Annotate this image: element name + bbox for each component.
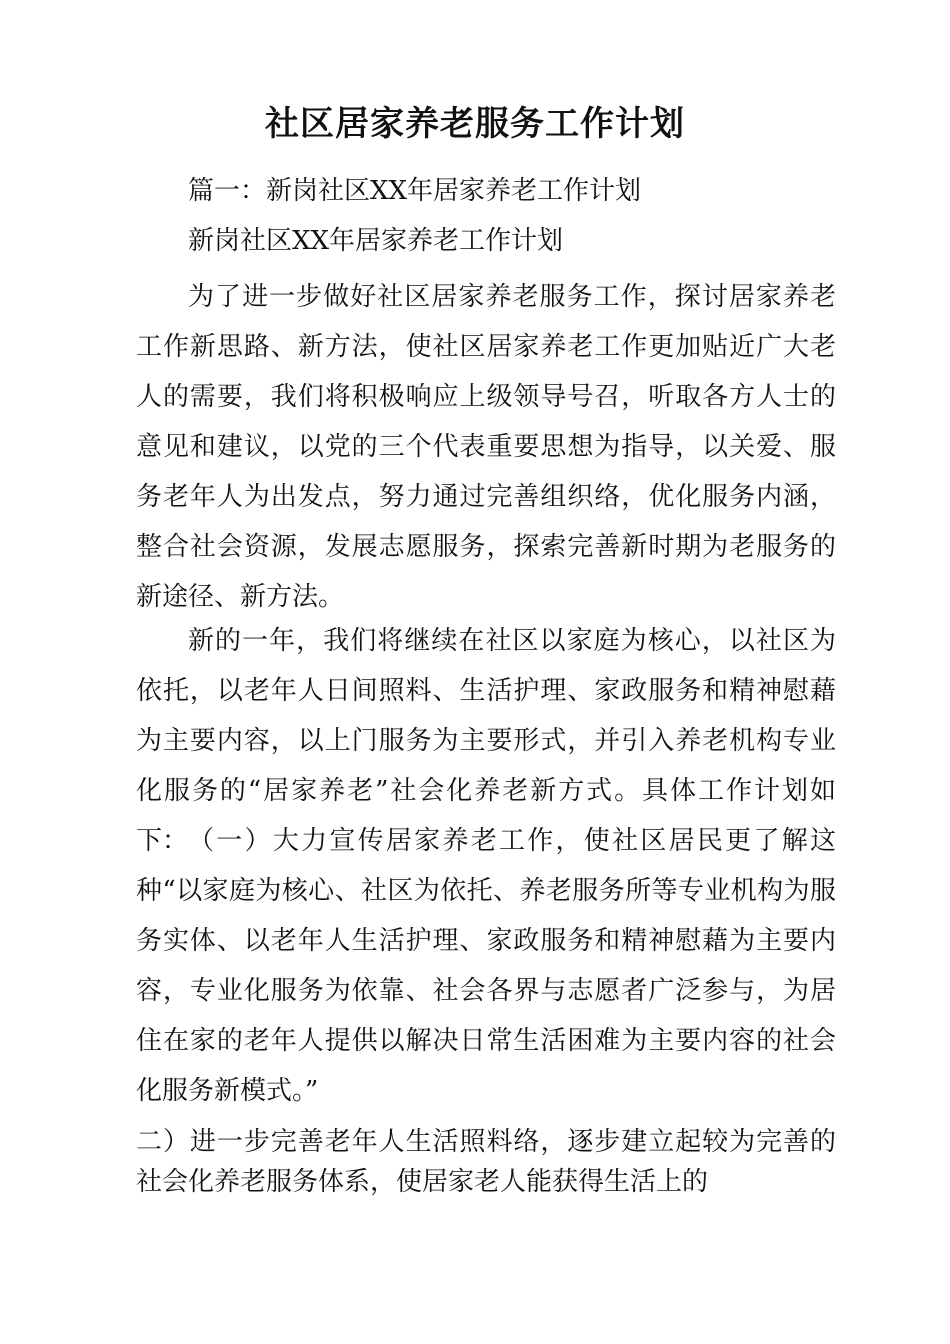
section-heading: 篇一：新岗社区XX年居家养老工作计划	[188, 176, 642, 206]
paragraph-item-1: （一）大力宣传居家养老工作，使社区居民更了解这种“以家庭为核心、社区为依托、养老服务所等专业机构为服务实体、以老年人生活护理、家政服务和精神慰藉为主要内容，专业化服务为依靠、社会各界与志愿者广泛参与，为居住在家的老年人提供以解决日常生活困难为主要内容的社会化服务新模式。”	[136, 826, 836, 1106]
paragraph-item-2: 二）进一步完善老年人生活照料络，逐步建立起较为完善的社会化养老服务体系，使居家老人能获得生活上的	[136, 1127, 836, 1197]
subtitle: 新岗社区XX年居家养老工作计划	[188, 226, 564, 256]
paragraph-new-year: 新的一年，我们将继续在社区以家庭为核心，以社区为依托，以老年人日间照料、生活护理、家政服务和精神慰藉为主要内容，以上门服务为主要形式，并引入养老机构专业化服务的“居家养老”社会化养老新方式。具体工作计划如下：	[136, 626, 836, 856]
paragraph-intro: 为了进一步做好社区居家养老服务工作，探讨居家养老工作新思路、新方法，使社区居家养老工作更加贴近广大老人的需要，我们将积极响应上级领导号召，听取各方人士的意见和建议，以党的三个代表重要思想为指导，以关爱、服务老年人为出发点，努力通过完善组织络，优化服务内涵，整合社会资源，发展志愿服务，探索完善新时期为老服务的新途径、新方法。	[136, 282, 836, 612]
document-title: 社区居家养老服务工作计划	[265, 104, 685, 144]
